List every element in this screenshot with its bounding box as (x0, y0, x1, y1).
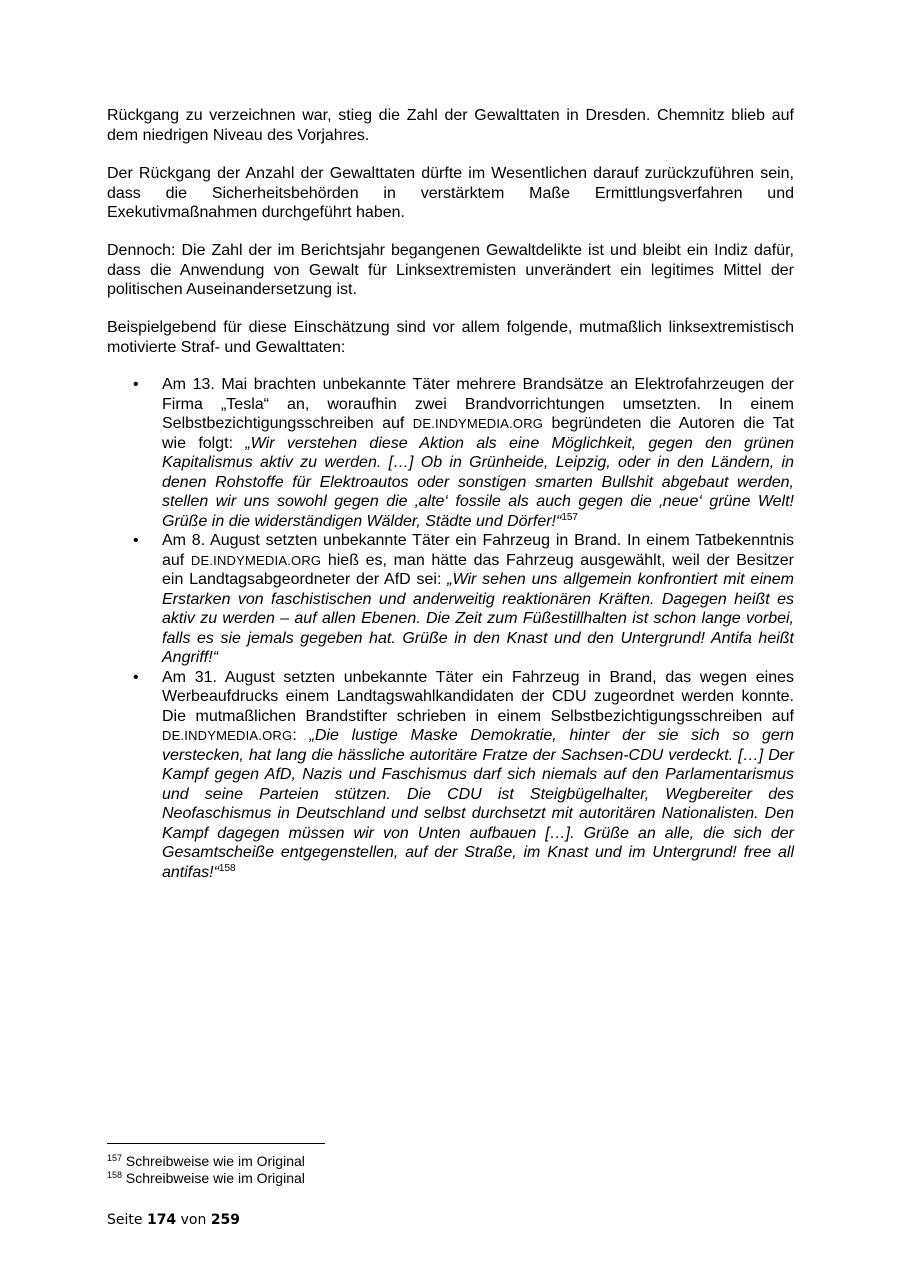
paragraph-4: Beispielgebend für diese Einschätzung sind vor allem folgende, mutmaßlich linksextremistisch motivierte Straf- und Gewalttaten: (107, 319, 794, 356)
bullet-icon: • (133, 668, 139, 686)
paragraph-1: Rückgang zu verzeichnen war, stieg die Zahl der Gewalttaten in Dresden. Chemnitz blieb auf dem niedrigen Niveau des Vorjahres. (107, 107, 794, 144)
list-item: • Am 8. August setzten unbekannte Täter ein Fahrzeug in Brand. In einem Tatbekenntnis auf DE.INDYMEDIA.ORG hieß es, man hätte das Fahrzeug ausgewählt, weil der Besitzer ein Landtagsabgeordneter der AfD sei: „Wir sehen uns allgemein konfrontiert mit einem Erstarken von faschistischen und anderweitig reaktionären Kräften. Dagegen heißt es aktiv zu werden – auf allen Ebenen. Die Zeit zum Füßestillhalten ist schon lange vorbei, falls es sie jemals gegeben hat. Grüße in den Knast und den Untergrund! Antifa heißt Angriff!“ (133, 532, 795, 666)
bullet-icon: • (133, 532, 139, 549)
bullet-icon: • (133, 376, 139, 393)
incident-list (107, 375, 794, 882)
paragraph-2: Der Rückgang der Anzahl der Gewalttaten dürfte im Wesentlichen darauf zurückzuführen sein, dass die Sicherheitsbehörden in verstärktem Maße Ermittlungsverfahren und Exekutivmaßnahmen durchgeführt haben. (107, 165, 794, 221)
list-item: • Am 13. Mai brachten unbekannte Täter mehrere Brandsätze an Elektrofahrzeugen der Firma „Tesla“ an, woraufhin zwei Brandvorrichtungen umsetzten. In einem Selbstbezichtigungsschreiben auf DE.INDYMEDIA.ORG begründeten die Autoren die Tat wie folgt: „Wir verstehen diese Aktion als eine Möglichkeit, gegen den grünen Kapitalismus aktiv zu werden. […] Ob in Grünheide, Leipzig, oder in den Ländern, in denen Rohstoffe für Elektroautos oder sonstigen smarten Bullshit abgebaut werden, stellen wir uns sowohl gegen die ‚alte‘ fossile als auch gegen die ‚neue‘ grüne Welt! Grüße in die widerständigen Wälder, Städte und Dörfer!“$^{157}$ (133, 376, 794, 530)
source-label: DE.INDYMEDIA.ORG (412, 416, 544, 431)
footnote-ref: 157 (561, 511, 578, 523)
quote: „Die lustige Maske Demokratie, hinter der sie sich so gern verstecken, hat lang die hässliche autoritäre Fratze der Sachsen-CDU verdeckt. […] Der Kampf gegen AfD, Nazis und Faschismus darf sich niemals auf den Parlamentarismus und seine Parteien stützen. Die CDU ist Steigbügelhalter, Wegbereiter des Neofaschismus in Deutschland und selbst durchsetzt mit autoritären Nationalisten. Den Kampf dagegen müssen wir von Unten aufbauen […]. Grüße an alle, die sich der Gesamtscheiße entgegenstellen, auf der Straße, im Knast und im Untergrund! free all antifas!“ (162, 727, 795, 881)
footnotes (107, 1153, 607, 1187)
footnote-157: $^{157}$ Schreibweise wie im Original (107, 1153, 305, 1169)
list-item: • Am 31. August setzten unbekannte Täter ein Fahrzeug in Brand, das wegen eines Werbeaufdrucks einem Landtagswahlkandidaten der CDU zugeordnet werden konnte. Die mutmaßlichen Brandstifter schrieben in einem Selbstbezichtigungsschreiben auf DE.INDYMEDIA.ORG: „Die lustige Maske Demokratie, hinter der sie sich so gern verstecken, hat lang die hässliche autoritäre Fratze der Sachsen-CDU verdeckt. […] Der Kampf gegen AfD, Nazis und Faschismus darf sich niemals auf den Parlamentarismus und seine Parteien stützen. Die CDU ist Steigbügelhalter, Wegbereiter des Neofaschismus in Deutschland und selbst durchsetzt mit autoritären Nationalisten. Den Kampf dagegen müssen wir von Unten aufbauen […]. Grüße an alle, die sich der Gesamtscheiße entgegenstellen, auf der Straße, im Knast und im Untergrund! free all antifas!“$^{158}$ (133, 668, 795, 881)
page-body (107, 0, 794, 1273)
quote: „Wir verstehen diese Aktion als eine Möglichkeit, gegen den grünen Kapitalismus aktiv zu werden. […] Ob in Grünheide, Leipzig, oder in den Ländern, in denen Rohstoffe für Elektroautos oder sonstigen smarten Bullshit abgebaut werden, stellen wir uns sowohl gegen die ‚alte‘ fossile als auch gegen die ‚neue‘ grüne Welt! Grüße in die widerständigen Wälder, Städte und Dörfer!“ (162, 434, 794, 530)
paragraph-3: Dennoch: Die Zahl der im Berichtsjahr begangenen Gewaltdelikte ist und bleibt ein Indiz dafür, dass die Anwendung von Gewalt für Linksextremisten unverändert ein legitimes Mittel der politischen Auseinandersetzung ist. (107, 242, 794, 298)
quote: „Wir sehen uns allgemein konfrontiert mit einem Erstarken von faschistischen und anderweitig reaktionären Kräften. Dagegen heißt es aktiv zu werden – auf allen Ebenen. Die Zeit zum Füßestillhalten ist schon lange vorbei, falls es sie jemals gegeben hat. Grüße in den Knast und den Untergrund! Antifa heißt Angriff!“ (162, 571, 794, 666)
source-label: DE.INDYMEDIA.ORG (190, 552, 322, 568)
footnote-divider (107, 1143, 325, 1144)
footnote-ref: 158 (218, 862, 236, 874)
source-label: DE.INDYMEDIA.ORG (162, 728, 293, 743)
page-number: Seite 174 von 259 (107, 1212, 241, 1228)
footnote-158: $^{158}$ Schreibweise wie im Original (107, 1170, 305, 1186)
